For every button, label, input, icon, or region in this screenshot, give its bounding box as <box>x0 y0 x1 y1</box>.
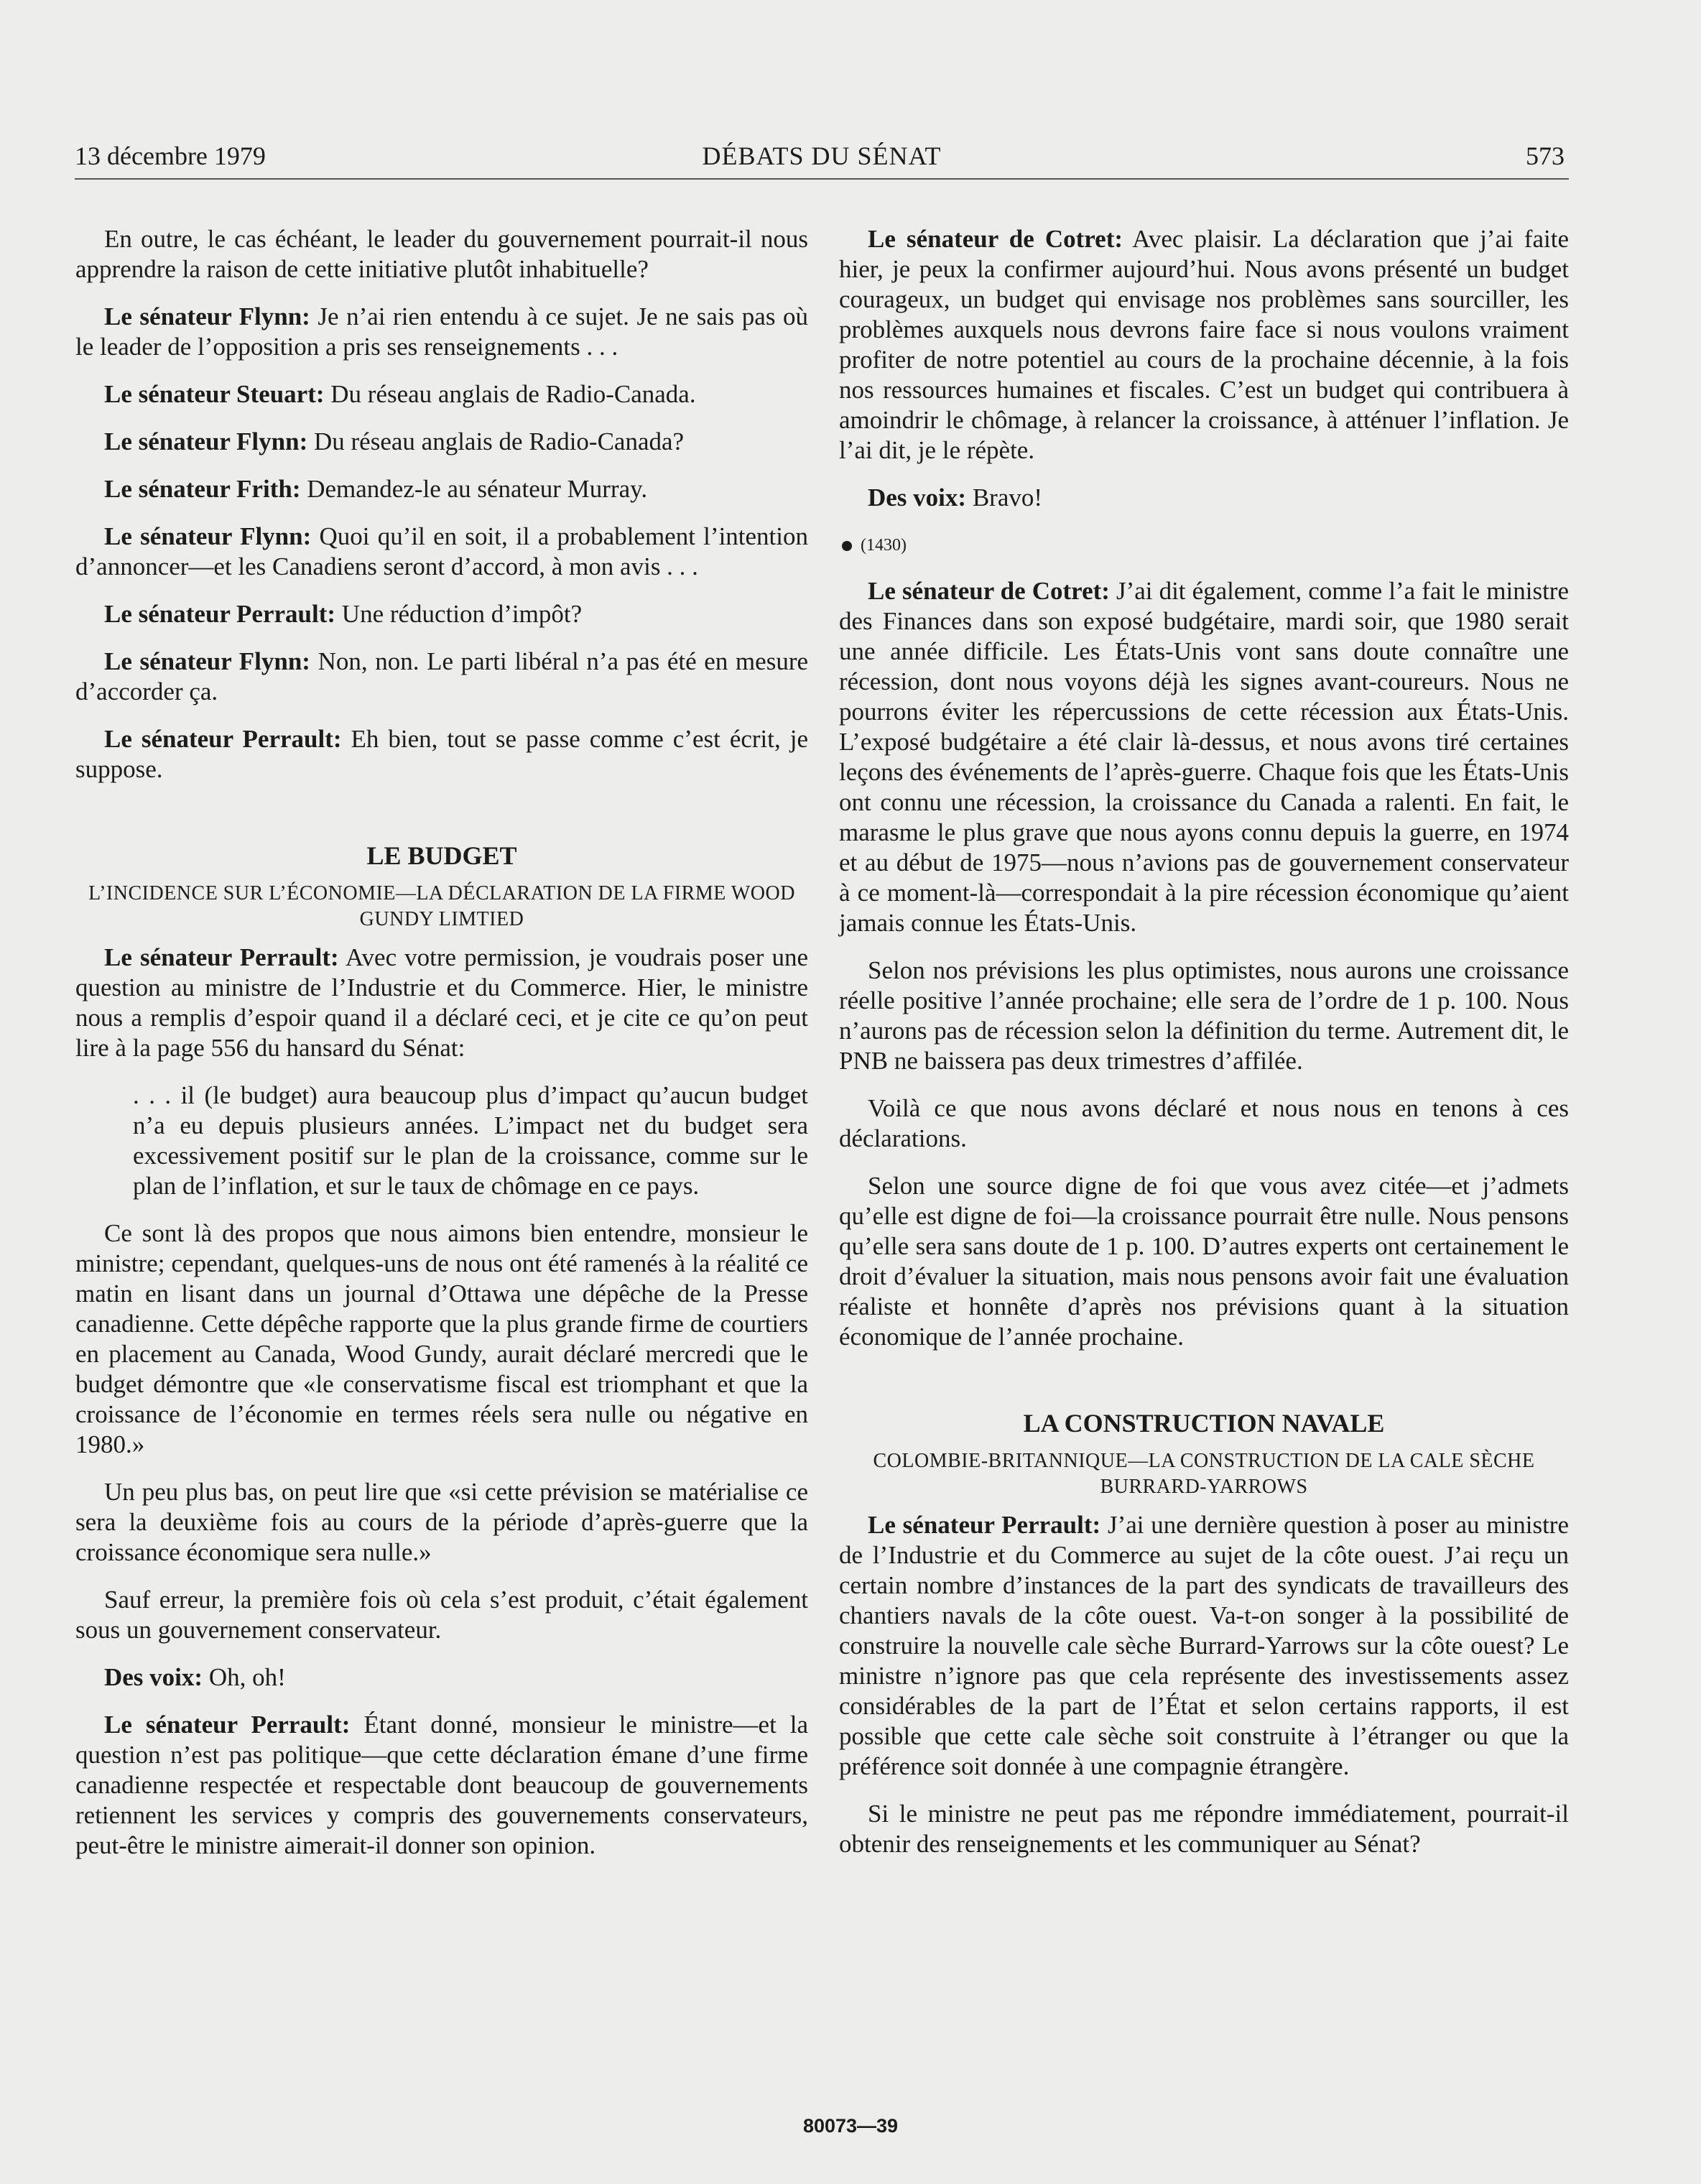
speech-text: Avec plaisir. La déclaration que j’ai faite hier, je peux la confirmer aujourd’hui. Nous avons présenté un budget courageux, un budget qui envisage nos problèmes sans sourciller, les problèmes auxquels nous devrons faire face si nous voulons vraiment profiter de notre potentiel au cours de la prochaine décennie, à la fois nos ressources humaines et fiscales. C’est un budget qui contribuera à amoindrir le chômage, à relancer la croissance, à atténuer l’inflation. Je l’ai dit, je le répète. <box>839 225 1569 464</box>
speaker-name: Le sénateur Frith: <box>104 475 301 503</box>
speaker-name: Des voix: <box>104 1663 203 1691</box>
speaker-name: Le sénateur de Cotret: <box>868 577 1110 605</box>
speaker-name: Le sénateur Steuart: <box>104 380 325 408</box>
header-title: DÉBATS DU SÉNAT <box>702 142 942 170</box>
paragraph: En outre, le cas échéant, le leader du gouvernement pourrait-il nous apprendre la raison de cette initiative plutôt inhabituelle? <box>75 225 808 283</box>
speech-text: Avec votre permission, je voudrais poser une question au ministre de l’Industrie et du Commerce. Hier, le ministre nous a remplis d’espoir quand il a déclaré ceci, et je cite ce qu’on peut lire à la page 556 du hansard du Sénat: <box>75 943 808 1062</box>
speech-text: Quoi qu’il en soit, il a probablement l’intention d’annoncer—et les Canadiens seront d’accord, à mon avis . . . <box>75 522 808 580</box>
paragraph <box>75 724 808 785</box>
header-page-number: 573 <box>1526 142 1565 170</box>
paragraph: Ce sont là des propos que nous aimons bien entendre, monsieur le ministre; cependant, quelques-uns de nous ont été ramenés à la réalité ce matin en lisant dans un journal d’Ottawa une dépêche de la Presse canadienne. Cette dépêche rapporte que la plus grande firme de courtiers en placement au Canada, Wood Gundy, aurait déclaré mercredi que le budget démontre que «le conservatisme fiscal est triomphant et que la croissance de l’économie en termes réels sera nulle ou négative en 1980.» <box>75 1219 808 1458</box>
paragraph <box>839 1510 1569 1782</box>
speech-text: Du réseau anglais de Radio-Canada. <box>324 380 696 408</box>
speaker-name: Le sénateur de Cotret: <box>868 225 1123 253</box>
speaker-name: Le sénateur Perrault: <box>104 1711 351 1739</box>
right-column <box>839 224 1569 1877</box>
section-heading: LA CONSTRUCTION NAVALE <box>1023 1409 1385 1438</box>
section-subheading: L’INCIDENCE SUR L’ÉCONOMIE—LA DÉCLARATION DE LA FIRME WOOD GUNDY LIMTIED <box>88 882 795 930</box>
paragraph <box>75 1710 808 1861</box>
paragraph <box>75 474 808 504</box>
speech-text: J’ai une dernière question à poser au ministre de l’Industrie et du Commerce au sujet de la côte ouest. J’ai reçu un certain nombre d’instances de la part des syndicats de travailleurs des chantiers navals de la côte ouest. Va-t-on songer à la possibilité de construire la nouvelle cale sèche Burrard-Yarrows sur la côte ouest? Le ministre n’ignore pas que cela représente des investissements assez considérables de la part de l’État et selon certains rapports, il est possible que cette cale sèche soit construite à l’étranger ou que la préférence soit donnée à une compagnie étrangère. <box>839 1511 1569 1780</box>
speech-text: Bravo! <box>966 483 1043 512</box>
block-quote: . . . il (le budget) aura beaucoup plus d’impact qu’aucun budget n’a eu depuis plusieurs années. L’impact net du budget sera excessivement positif sur le plan de la croissance, comme sur le plan de l’inflation, et sur le taux de chômage en ce pays. <box>133 1081 808 1200</box>
speech-text: Eh bien, tout se passe comme c’est écrit, je suppose. <box>75 725 808 783</box>
paragraph: Voilà ce que nous avons déclaré et nous nous en tenons à ces déclarations. <box>839 1094 1569 1152</box>
paragraph <box>75 1662 808 1693</box>
speaker-name: Le sénateur Perrault: <box>104 725 342 753</box>
speaker-name: Le sénateur Flynn: <box>104 427 308 455</box>
speaker-name: Le sénateur Flynn: <box>104 647 310 675</box>
paragraph <box>839 483 1569 513</box>
paragraph: Selon une source digne de foi que vous avez citée—et j’admets qu’elle est digne de foi—la croissance pourrait être nulle. Nous pensons qu’elle sera sans doute de 1 p. 100. D’autres experts ont certainement le droit d’évaluer la situation, mais nous pensons avoir fait une évaluation réaliste et honnête d’après nos prévisions quant à la situation économique de l’année prochaine. <box>839 1172 1569 1351</box>
paragraph <box>75 647 808 707</box>
time-marker <box>839 530 1569 560</box>
speech-text: Étant donné, monsieur le ministre—et la question n’est pas politique—que cette déclaration émane d’une firme canadienne respectée et respectable dont beaucoup de gouvernements retiennent les services y compris des gouvernements conservateurs, peut-être le ministre aimerait-il donner son opinion. <box>75 1711 808 1859</box>
speaker-name: Le sénateur Perrault: <box>868 1511 1101 1539</box>
speaker-name: Le sénateur Flynn: <box>104 522 312 550</box>
header-date: 13 décembre 1979 <box>75 142 266 170</box>
page-footer-code: 80073—39 <box>802 2115 899 2137</box>
bullet-icon <box>842 541 852 551</box>
paragraph <box>75 302 808 362</box>
speaker-name: Le sénateur Perrault: <box>104 600 336 628</box>
page-header <box>75 141 1569 180</box>
speaker-name: Des voix: <box>868 483 967 512</box>
section-subheading: COLOMBIE-BRITANNIQUE—LA CONSTRUCTION DE LA CALE SÈCHE BURRARD-YARROWS <box>873 1450 1535 1498</box>
speech-text: Oh, oh! <box>203 1663 286 1691</box>
paragraph <box>75 379 808 410</box>
speech-text: Demandez-le au sénateur Murray. <box>300 475 648 503</box>
paragraph <box>839 576 1569 938</box>
paragraph: Sauf erreur, la première fois où cela s’est produit, c’était également sous un gouvernement conservateur. <box>75 1586 808 1644</box>
paragraph <box>75 599 808 629</box>
paragraph: Un peu plus bas, on peut lire que «si cette prévision se matérialise ce sera la deuxième fois au cours de la période d’après-guerre que la croissance économique sera nulle.» <box>75 1478 808 1566</box>
speech-text: Je n’ai rien entendu à ce sujet. Je ne sais pas où le leader de l’opposition a pris ses renseignements . . . <box>75 302 808 361</box>
speech-text: Du réseau anglais de Radio-Canada? <box>307 427 685 455</box>
paragraph <box>75 522 808 582</box>
paragraph <box>839 224 1569 466</box>
section-heading: LE BUDGET <box>366 841 517 870</box>
paragraph <box>75 943 808 1063</box>
speech-text: Une réduction d’impôt? <box>335 600 583 628</box>
left-column <box>75 224 808 1878</box>
speech-text: Non, non. Le parti libéral n’a pas été en mesure d’accorder ça. <box>75 647 809 705</box>
paragraph <box>75 427 808 457</box>
paragraph: Selon nos prévisions les plus optimistes, nous aurons une croissance réelle positive l’année prochaine; elle sera de l’ordre de 1 p. 100. Nous n’aurons pas de récession selon la définition du terme. Autrement dit, le PNB ne baissera pas deux trimestres d’affilée. <box>839 956 1569 1075</box>
speaker-name: Le sénateur Perrault: <box>104 943 339 971</box>
time-marker-text: (1430) <box>861 536 907 555</box>
speaker-name: Le sénateur Flynn: <box>104 302 310 330</box>
paragraph: Si le ministre ne peut pas me répondre immédiatement, pourrait-il obtenir des renseignements et les communiquer au Sénat? <box>839 1800 1569 1858</box>
speech-text: J’ai dit également, comme l’a fait le ministre des Finances dans son exposé budgétaire, mardi soir, que 1980 serait une année difficile. Les États-Unis vont sans doute connaître une récession, dont nous voyons déjà les signes avant-coureurs. Nous ne pourrons éviter les répercussions de cette récession aux États-Unis. L’exposé budgétaire a été clair là-dessus, et nous avons tiré certaines leçons des événements de l’après-guerre. Chaque fois que les États-Unis ont connu une récession, la croissance du Canada a ralenti. En fait, le marasme le plus grave que nous ayons connu depuis la guerre, en 1974 et au début de 1975—nous n’avions pas de gouvernement conservateur à ce moment-là—correspondait à la pire récession économique qu’aient jamais connue les États-Unis. <box>839 577 1569 937</box>
